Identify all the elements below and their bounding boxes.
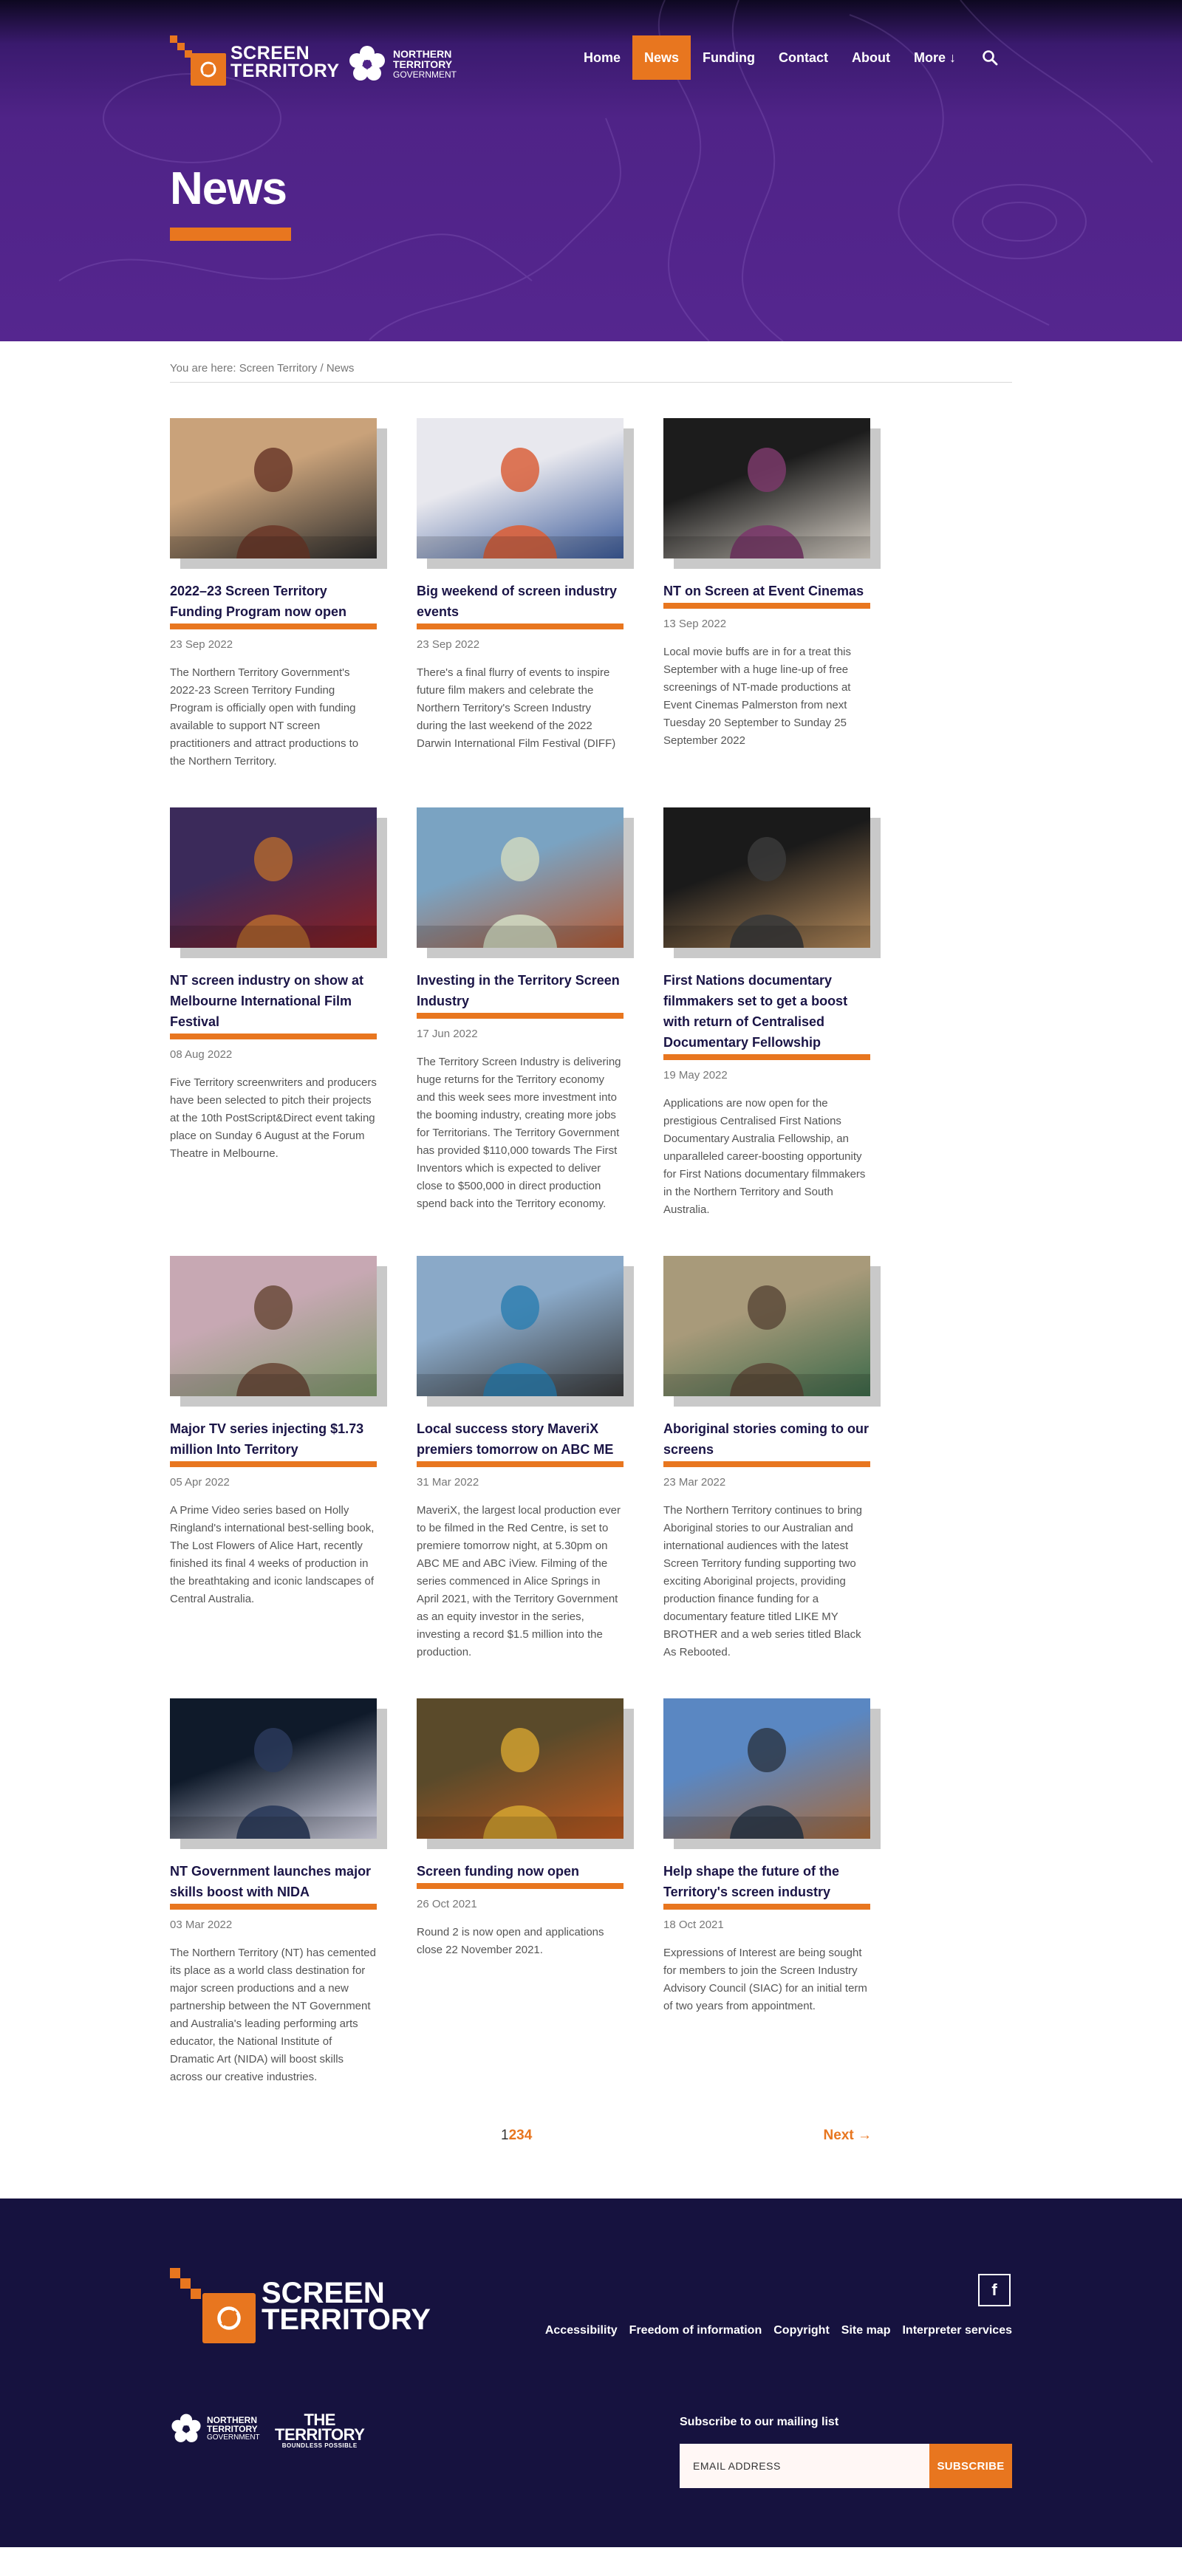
news-date: 03 Mar 2022 bbox=[170, 1919, 233, 1931]
news-thumbnail[interactable] bbox=[417, 807, 624, 948]
news-excerpt: Applications are now open for the prestigious Centralised First Nations Documentary Australia Fellowship, an unparalleled career-boosting opportunity for First Nations documentary filmmakers in the Northern Territory and South Australia. bbox=[663, 1097, 866, 1216]
page-link-3[interactable]: 3 bbox=[516, 2128, 525, 2143]
news-date: 05 Apr 2022 bbox=[170, 1476, 230, 1489]
news-thumbnail[interactable] bbox=[417, 1698, 624, 1839]
news-title-underline bbox=[417, 1883, 624, 1889]
news-card-10 bbox=[170, 1698, 377, 2086]
footer-links bbox=[533, 2324, 1012, 2337]
page-link-4[interactable]: 4 bbox=[524, 2128, 533, 2143]
title-underline bbox=[170, 228, 291, 241]
news-date: 08 Aug 2022 bbox=[170, 1048, 233, 1061]
gov-line2: TERRITORY bbox=[393, 58, 453, 70]
nav-home[interactable]: Home bbox=[583, 49, 621, 65]
footer-screen-territory-logo[interactable] bbox=[170, 2268, 431, 2345]
news-title-underline bbox=[170, 1034, 377, 1039]
pagination bbox=[170, 2128, 872, 2172]
logo-line1: SCREEN bbox=[230, 43, 310, 64]
hero-banner bbox=[0, 0, 1182, 341]
search-icon[interactable] bbox=[968, 35, 1012, 80]
page-numbers bbox=[501, 2128, 532, 2144]
news-title[interactable]: Help shape the future of the Territory's screen industry bbox=[663, 1864, 840, 1899]
next-page-link[interactable]: Next → bbox=[823, 2128, 872, 2143]
news-card-12 bbox=[663, 1698, 870, 2086]
news-title-underline bbox=[663, 1904, 870, 1910]
news-excerpt: The Territory Screen Industry is delivering huge returns for the Territory economy and this week sees more investment into the booming industry, creating more jobs for Territorians. The Territory Government has provided $110,000 towards The First Inventors which is expected to deliver close to $500,000 in direct production spend back into the Territory economy. bbox=[417, 1056, 621, 1210]
news-date: 19 May 2022 bbox=[663, 1069, 728, 1082]
news-title[interactable]: 2022–23 Screen Territory Funding Program now open bbox=[170, 584, 346, 619]
three-women-photo[interactable] bbox=[663, 418, 870, 558]
site-footer bbox=[0, 2199, 1182, 2547]
news-card-2 bbox=[417, 418, 624, 771]
page-link-1[interactable]: 1 bbox=[501, 2128, 509, 2143]
footer-logo-line2: TERRITORY bbox=[262, 2303, 431, 2336]
footer-nt-government-logo[interactable] bbox=[170, 2413, 260, 2445]
news-title-underline bbox=[170, 1904, 377, 1910]
festival-portrait-photo[interactable] bbox=[170, 807, 377, 948]
motocross-team-photo[interactable] bbox=[417, 1256, 624, 1396]
news-excerpt: Round 2 is now open and applications close 22 November 2021. bbox=[417, 1926, 604, 1956]
news-excerpt: The Northern Territory Government's 2022-23 Screen Territory Funding Program is officially open with funding available to support NT screen practitioners and attract productions to the Northern Territory. bbox=[170, 666, 359, 768]
footer-link-foi[interactable]: Freedom of information bbox=[629, 2324, 762, 2337]
news-date: 23 Mar 2022 bbox=[663, 1476, 726, 1489]
brand-tagline: BOUNDLESS POSSIBLE bbox=[281, 2442, 358, 2449]
news-thumbnail[interactable] bbox=[170, 418, 377, 558]
news-title[interactable]: Major TV series injecting $1.73 million Into Territory bbox=[170, 1421, 364, 1457]
news-grid bbox=[170, 418, 872, 2123]
news-date: 26 Oct 2021 bbox=[417, 1898, 477, 1910]
news-title-underline bbox=[170, 1461, 377, 1467]
news-title-underline bbox=[417, 1461, 624, 1467]
news-date: 17 Jun 2022 bbox=[417, 1028, 478, 1040]
news-card-9 bbox=[663, 1256, 870, 1661]
breadcrumb-current: News bbox=[326, 362, 355, 375]
news-title[interactable]: NT Government launches major skills boost with NIDA bbox=[170, 1864, 372, 1899]
news-card-7 bbox=[170, 1256, 377, 1661]
news-card-6 bbox=[663, 807, 870, 1219]
footer-logo-line1: SCREEN bbox=[262, 2277, 385, 2309]
news-card-4 bbox=[170, 807, 377, 1219]
news-thumbnail[interactable] bbox=[663, 1256, 870, 1396]
news-excerpt: The Northern Territory continues to bring Aboriginal stories to our Australian and international audiences with the latest Screen Territory funding supporting two exciting Aboriginal projects, providing production finance funding for a documentary feature titled LIKE MY BROTHER and a web series titled Black As Rebooted. bbox=[663, 1504, 863, 1658]
news-thumbnail[interactable] bbox=[663, 807, 870, 948]
news-title[interactable]: NT screen industry on show at Melbourne International Film Festival bbox=[170, 973, 364, 1029]
news-thumbnail[interactable] bbox=[417, 1256, 624, 1396]
footer-link-sitemap[interactable]: Site map bbox=[841, 2324, 891, 2337]
camera-operator-photo[interactable] bbox=[170, 418, 377, 558]
gov-line3: GOVERNMENT bbox=[393, 69, 457, 80]
news-card-1 bbox=[170, 418, 377, 771]
news-title-underline bbox=[170, 623, 377, 629]
subscribe-button[interactable]: SUBSCRIBE bbox=[929, 2444, 1012, 2488]
news-excerpt: MaveriX, the largest local production ever to be filmed in the Red Centre, is set to premiere tomorrow night, at 5.30pm on ABC ME and ABC iView. Filming of the series commenced in Alice Springs in April 2021, with the Territory Government as an equity investor in the series, investing a record $1.5 million into the production. bbox=[417, 1504, 621, 1658]
main-nav bbox=[572, 35, 1012, 80]
the-territory-brand-logo[interactable] bbox=[275, 2413, 364, 2449]
film-crew-outback-photo[interactable] bbox=[663, 1256, 870, 1396]
gov-line1: NORTHERN bbox=[393, 48, 452, 60]
subscribe-label: Subscribe to our mailing list bbox=[680, 2416, 839, 2428]
news-title[interactable]: Big weekend of screen industry events bbox=[417, 584, 618, 619]
news-title[interactable]: NT on Screen at Event Cinemas bbox=[663, 584, 864, 598]
news-title[interactable]: First Nations documentary filmmakers set to get a boost with return of Centralised Documentary Fellowship bbox=[663, 973, 848, 1050]
news-excerpt: There's a final flurry of events to inspire future film makers and celebrate the Northern Territory's Screen Industry during the last weekend of the 2022 Darwin International Film Festival (DIFF) bbox=[417, 666, 616, 750]
breadcrumb-prefix: You are here: bbox=[170, 362, 236, 375]
news-thumbnail[interactable] bbox=[170, 1256, 377, 1396]
nav-contact[interactable]: Contact bbox=[779, 49, 828, 65]
logo-line2: TERRITORY bbox=[230, 61, 340, 81]
news-title-underline bbox=[663, 603, 870, 609]
brand-line2: TERRITORY bbox=[275, 2425, 365, 2444]
screen-territory-logo[interactable] bbox=[170, 35, 340, 89]
news-excerpt: Five Territory screenwriters and producers have been selected to pitch their projects at the 10th PostScript&Direct event taking place on Sunday 6 August at the Forum Theatre in Melbourne. bbox=[170, 1076, 377, 1160]
news-title[interactable]: Aboriginal stories coming to our screens bbox=[663, 1421, 870, 1457]
news-thumbnail[interactable] bbox=[170, 807, 377, 948]
facebook-icon[interactable]: f bbox=[978, 2274, 1011, 2306]
desert-rose-icon bbox=[347, 44, 387, 84]
footer-link-copyright[interactable]: Copyright bbox=[773, 2324, 830, 2337]
news-thumbnail[interactable] bbox=[663, 418, 870, 558]
film-set-crew-photo[interactable] bbox=[663, 1698, 870, 1839]
news-card-5 bbox=[417, 807, 624, 1219]
camera-monitor-photo[interactable] bbox=[170, 1698, 377, 1839]
news-date: 23 Sep 2022 bbox=[170, 638, 233, 651]
nav-more[interactable]: More ↓ bbox=[913, 49, 956, 65]
footer-gov-line1: NORTHERN bbox=[207, 2415, 257, 2425]
news-excerpt: The Northern Territory (NT) has cemented its place as a world class destination for major screen productions and a new partnership between the NT Government and Australia's leading performing arts educator, the National Institute of Dramatic Art (NIDA) will boost skills across our creative industries. bbox=[170, 1947, 376, 2083]
news-title[interactable]: Screen funding now open bbox=[417, 1864, 579, 1879]
subscribe-form bbox=[680, 2444, 1012, 2488]
news-card-11 bbox=[417, 1698, 624, 2086]
footer-link-accessibility[interactable]: Accessibility bbox=[544, 2324, 618, 2337]
page-title: News bbox=[170, 163, 287, 214]
flower-field-photo[interactable] bbox=[170, 1256, 377, 1396]
news-title-underline bbox=[663, 1054, 870, 1060]
news-excerpt: Local movie buffs are in for a treat this September with a huge line-up of free screenings of NT-made productions at Event Cinemas Palmerston from next Tuesday 20 September to Sunday 25 September 2022 bbox=[663, 646, 852, 747]
breadcrumb-root[interactable]: Screen Territory bbox=[239, 362, 318, 375]
news-excerpt: A Prime Video series based on Holly Ringland's international best-selling book, The Lost Flowers of Alice Hart, recently finished its final 4 weeks of production in the breathtaking and iconic landscapes of Central Australia. bbox=[170, 1504, 375, 1605]
brand-line1: THE bbox=[304, 2411, 335, 2429]
breadcrumb bbox=[170, 362, 1012, 383]
news-date: 31 Mar 2022 bbox=[417, 1476, 479, 1489]
nt-government-logo[interactable] bbox=[347, 44, 457, 84]
ftv-van-photo[interactable] bbox=[417, 1698, 624, 1839]
news-thumbnail[interactable] bbox=[417, 418, 624, 558]
footer-link-interpreter[interactable]: Interpreter services bbox=[902, 2324, 1012, 2337]
footer-gov-line2: TERRITORY bbox=[207, 2424, 258, 2434]
nav-about[interactable]: About bbox=[852, 49, 890, 65]
logo-mark-icon bbox=[170, 35, 228, 89]
footer-logo-mark-icon bbox=[170, 2268, 257, 2345]
news-title-underline bbox=[417, 1013, 624, 1019]
nav-news[interactable]: News bbox=[632, 35, 691, 80]
news-title-underline bbox=[663, 1461, 870, 1467]
news-card-3 bbox=[663, 418, 870, 771]
news-date: 18 Oct 2021 bbox=[663, 1919, 724, 1931]
news-title-underline bbox=[417, 623, 624, 629]
page-link-2[interactable]: 2 bbox=[508, 2128, 517, 2143]
news-thumbnail[interactable] bbox=[663, 1698, 870, 1839]
nav-funding[interactable]: Funding bbox=[703, 49, 755, 65]
news-title[interactable]: Investing in the Territory Screen Industry bbox=[417, 973, 620, 1008]
footer-gov-line3: GOVERNMENT bbox=[207, 2433, 260, 2442]
event-portrait-photo[interactable] bbox=[417, 418, 624, 558]
breadcrumb-separator: / bbox=[320, 362, 324, 375]
footer-desert-rose-icon bbox=[170, 2413, 202, 2445]
news-title[interactable]: Local success story MaveriX premiers tomorrow on ABC ME bbox=[417, 1421, 614, 1457]
news-card-8 bbox=[417, 1256, 624, 1661]
email-input[interactable] bbox=[680, 2444, 929, 2488]
news-thumbnail[interactable] bbox=[170, 1698, 377, 1839]
news-excerpt: Expressions of Interest are being sought for members to join the Screen Industry Advisory Council (SIAC) for an initial term of two years from appointment. bbox=[663, 1947, 867, 2012]
outdoor-cinema-photo[interactable] bbox=[417, 807, 624, 948]
filmmaker-portrait-photo[interactable] bbox=[663, 807, 870, 948]
news-date: 13 Sep 2022 bbox=[663, 618, 727, 630]
news-date: 23 Sep 2022 bbox=[417, 638, 480, 651]
